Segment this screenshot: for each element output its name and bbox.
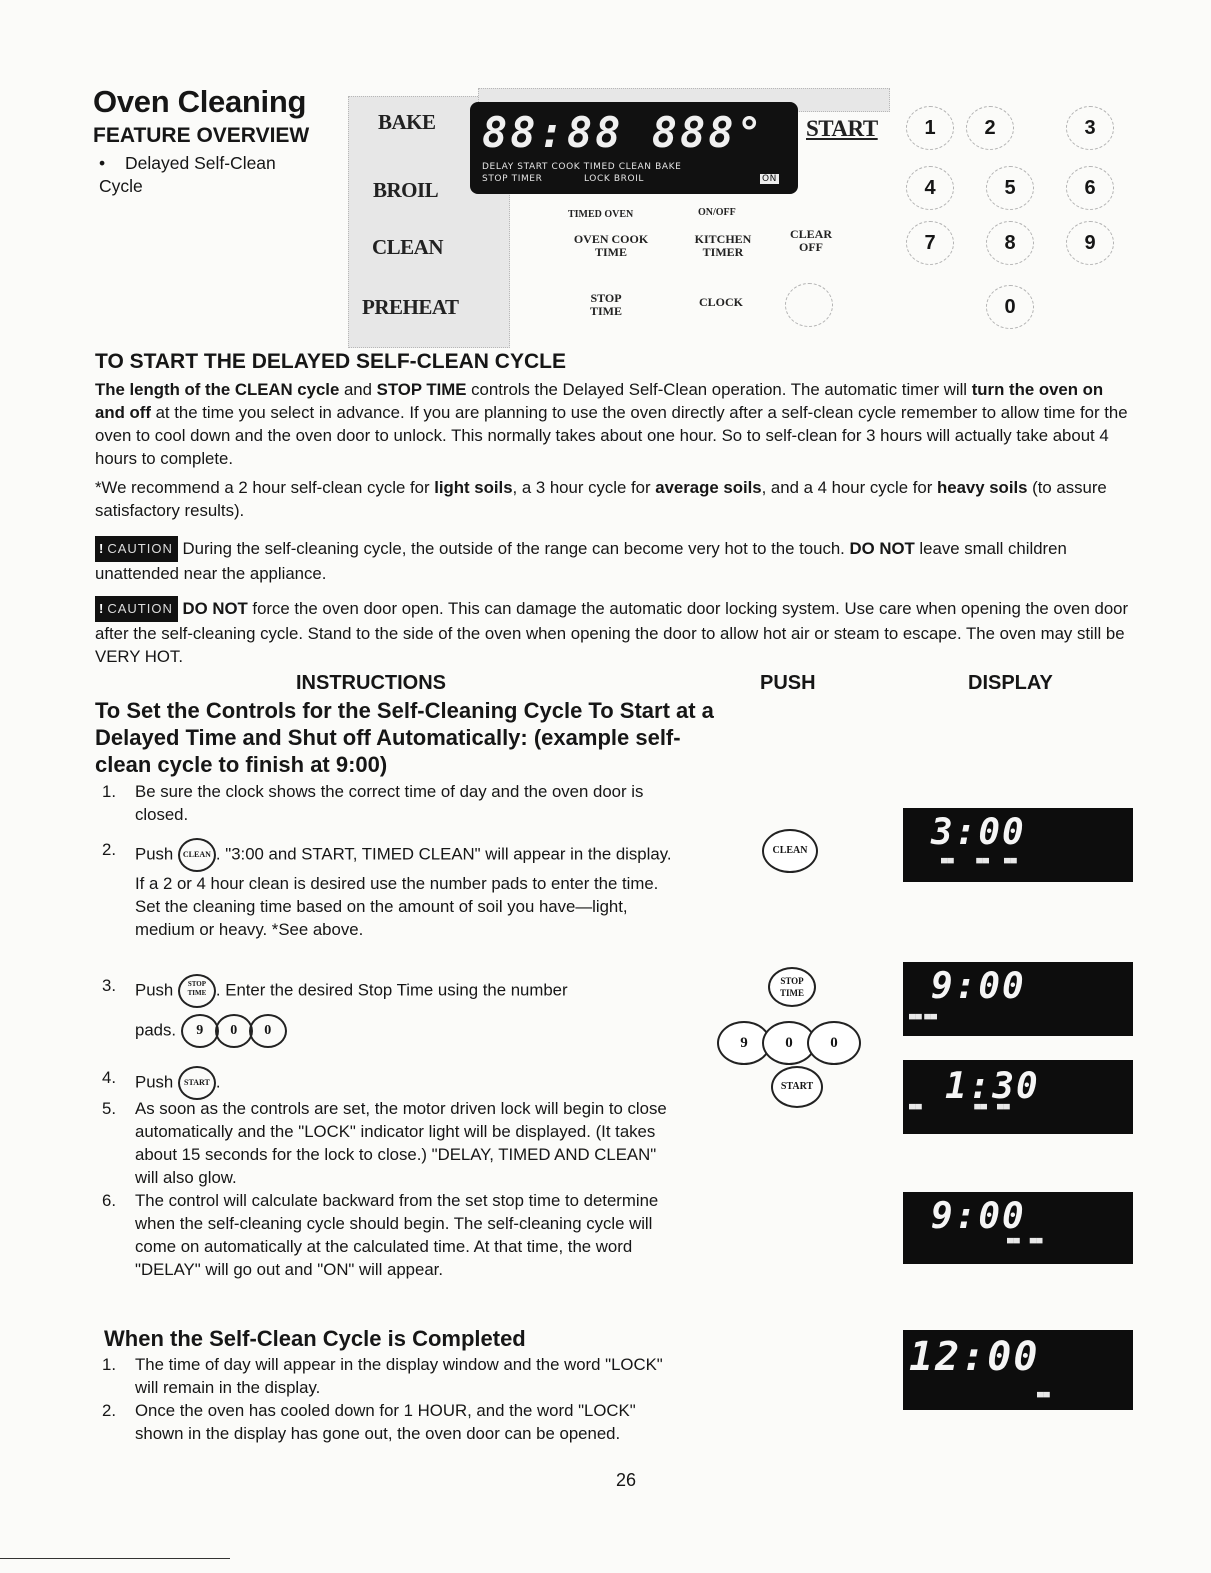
display-9-00 [903,962,1133,1036]
push-zero-button[interactable]: 0 [807,1021,861,1065]
display-3-00-digits: 3:00 [931,812,1026,853]
caution-hot-surface: ! CAUTION During the self-cleaning cycle, the outside of the range can become very hot to the touch. DO NOT leave small children unattended near the appliance. [95,536,1135,585]
instruction-step: 5. As soon as the controls are set, the motor driven lock will begin to close automatically and the "LOCK" indicator light will be displayed. (It takes about 15 seconds for the lock to close.) "DELAY, TIMED AND CLEAN" will also glow. [102,1099,667,1187]
display-12-00 [903,1330,1133,1410]
zero-button-icon: 0 [215,1014,253,1048]
feature-bullet: • Delayed Self-Clean Cycle [99,153,276,196]
number-key-1[interactable]: 1 [906,106,954,150]
display-column-heading: DISPLAY [968,672,1053,694]
display-1-30-digits: 1:30 [945,1066,1040,1107]
display-indicator: ▀▀ ▀▀ ▀▀ [909,1104,1010,1114]
footer-rule [0,1558,230,1559]
completed-heading: When the Self-Clean Cycle is Completed [104,1326,526,1351]
display-12-00-digits: 12:00 [909,1334,1040,1380]
push-nine-button[interactable]: 9 [717,1021,771,1065]
instructions-heading: To Set the Controls for the Self-Cleaning Cycle To Start at a Delayed Time and Shut off Automatically: (example self-clean cycle to finish at 9:00) [95,698,714,777]
intro-paragraph: The length of the CLEAN cycle and STOP TIME controls the Delayed Self-Clean operation. The automatic timer will turn the oven on and off at the time you select in advance. If you are planning to use the oven directly after a self-clean cycle remember to allow time for the oven to cool down and the oven door to unlock. This normally takes about one hour. So to self-clean for 3 hours will actually take about 4 hours to complete. [95,380,1128,468]
number-key-3[interactable]: 3 [1066,106,1114,150]
instruction-step: 6. The control will calculate backward from the set stop time to determine when the self-cleaning cycle should begin. The self-cleaning cycle will come on automatically at the calculated time. At that time, the word "DELAY" will go out and "ON" will appear. [102,1191,659,1279]
lcd-on-indicator: ON [762,174,778,184]
completed-step: 1. The time of day will appear in the display window and the word "LOCK" will remain in the display. [102,1355,663,1397]
page-number: 26 [616,1470,637,1490]
start-key[interactable]: START [806,116,878,141]
number-key-5[interactable]: 5 [986,166,1034,210]
number-key-4[interactable]: 4 [906,166,954,210]
broil-key[interactable]: BROIL [373,178,439,202]
clear-off-key[interactable]: CLEAR OFF [789,227,832,254]
display-3-00 [903,808,1133,882]
lcd-indicator-row2: STOP TIMER LOCK BROIL [482,174,645,184]
display-1-30 [903,1060,1133,1134]
stop-time-button-icon: STOP TIME [178,974,216,1008]
instruction-step: 3. Push STOP TIME . Enter the desired Stop Time using the number [102,974,682,1008]
push-zero-button[interactable]: 0 [762,1021,816,1065]
oven-cook-time-key[interactable]: OVEN COOK TIME [573,232,649,259]
control-panel-illustration [348,88,1128,350]
number-key-0[interactable]: 0 [986,285,1034,329]
display-indicator: ▀▀ ▀▀ [1007,1238,1043,1248]
display-indicator: ▀▀ [1037,1392,1050,1402]
push-start-button[interactable]: START [771,1066,823,1108]
stop-time-key[interactable]: STOP TIME [589,291,622,318]
instruction-step-pads: pads. 9 0 0 [102,1014,682,1048]
instruction-step: 1. Be sure the clock shows the correct time of day and the oven door is closed. [102,782,644,824]
nine-button-icon: 9 [181,1014,219,1048]
blank-key [785,283,833,327]
start-button-icon: START [178,1066,216,1100]
preheat-key[interactable]: PREHEAT [362,295,459,319]
lcd-digits: 88:88 888° [482,108,765,157]
display-9-00-delay [903,1192,1133,1264]
display-9-00-digits: 9:00 [931,966,1026,1007]
feature-bullet-text: Delayed Self-Clean Cycle [99,153,276,196]
number-key-7[interactable]: 7 [906,221,954,265]
timed-oven-label: TIMED OVEN [568,209,634,220]
caution-badge: ! CAUTION [95,536,178,562]
feature-overview-heading: FEATURE OVERVIEW [93,124,310,147]
number-key-2[interactable]: 2 [966,106,1014,150]
number-key-8[interactable]: 8 [986,221,1034,265]
push-column-heading: PUSH [760,672,816,694]
clean-button-icon: CLEAN [178,838,216,872]
display-indicator: ▀▀ ▀▀ [909,1014,938,1024]
display-indicator: ▀▀ ▀▀ ▀▀ [941,858,1017,868]
panel-lcd-display [470,102,798,194]
caution-badge: ! CAUTION [95,596,178,622]
instruction-step: 4. Push START . [102,1066,682,1100]
display-9-00-delay-digits: 9:00 [931,1196,1026,1237]
zero-button-icon: 0 [249,1014,287,1048]
kitchen-timer-key[interactable]: KITCHEN TIMER [694,232,752,259]
bake-key[interactable]: BAKE [378,110,436,134]
clock-key[interactable]: CLOCK [698,295,743,309]
on-off-label: ON/OFF [698,207,736,218]
push-clean-button[interactable]: CLEAN [762,829,818,873]
soil-recommendation: *We recommend a 2 hour self-clean cycle for light soils, a 3 hour cycle for average soils, and a 4 hour cycle for heavy soils (to assure satisfactory results). [95,478,1107,520]
caution-door-lock: ! CAUTION DO NOT force the oven door open. This can damage the automatic door locking system. Use care when opening the oven door after the self-cleaning cycle. Stand to the side of the oven when opening the door to allow hot air or steam to escape. The oven may still be VERY HOT. [95,596,1135,668]
instruction-step: 2. Push CLEAN . "3:00 and START, TIMED CLEAN" will appear in the display. If a 2 or 4 hour clean is desired use the number pads to enter the time. Set the cleaning time based on the amount of soil you have—light, medium or heavy. *See above. [102,840,672,939]
instructions-column-heading: INSTRUCTIONS [296,672,446,694]
number-key-6[interactable]: 6 [1066,166,1114,210]
delayed-self-clean-heading: TO START THE DELAYED SELF-CLEAN CYCLE [95,350,566,373]
lcd-indicator: DELAY START COOK TIMED CLEAN BAKE [482,162,682,172]
push-stop-time-button[interactable]: STOP TIME [768,967,816,1007]
number-key-9[interactable]: 9 [1066,221,1114,265]
clean-key[interactable]: CLEAN [372,235,444,259]
page-title: Oven Cleaning [93,84,307,119]
completed-step: 2. Once the oven has cooled down for 1 HOUR, and the word "LOCK" shown in the display has gone out, the oven door can be opened. [102,1401,636,1443]
